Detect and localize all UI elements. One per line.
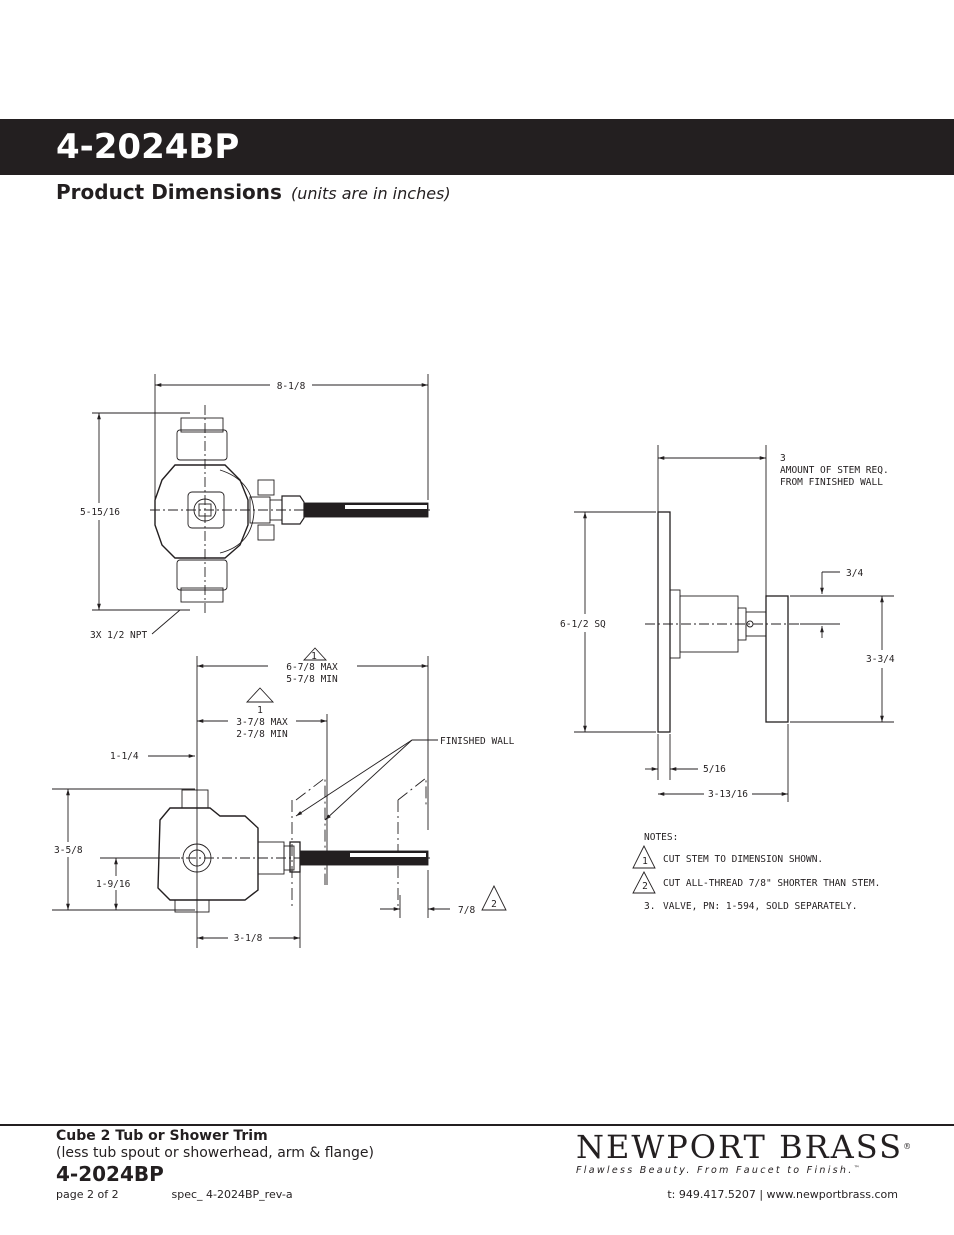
dim-3-1-8: 3-1/8 xyxy=(233,933,263,944)
dim-5-15-16: 5-15/16 xyxy=(79,507,121,518)
flag-2-side: 2 xyxy=(491,899,497,910)
units-note: (units are in inches) xyxy=(291,184,451,203)
dim-3-13-16: 3-13/16 xyxy=(707,789,749,800)
dim-7-8: 7/8 xyxy=(458,905,476,916)
finished-wall-label: FINISHED WALL xyxy=(440,736,515,747)
dim-6-1-2-sq: 6-1/2 SQ xyxy=(560,619,606,630)
dim-1-9-16: 1-9/16 xyxy=(96,879,131,890)
product-code: 4-2024BP xyxy=(56,1162,164,1186)
footer-rule xyxy=(0,1124,954,1126)
dim-3-5-8: 3-5/8 xyxy=(54,845,83,856)
dim-1-1-4: 1-1/4 xyxy=(110,751,139,762)
dim-3-3-4: 3-3/4 xyxy=(866,654,895,665)
section-title: Product Dimensions xyxy=(56,180,282,204)
stem-line-1: AMOUNT OF STEM REQ. xyxy=(780,465,889,476)
dim-3-4: 3/4 xyxy=(846,568,864,579)
flag-1-top: 1 xyxy=(311,651,317,662)
valve-front-view xyxy=(92,374,430,634)
spec-id: spec_ 4-2024BP_rev-a xyxy=(171,1188,293,1201)
dim-5-7-8-min: 5-7/8 MIN xyxy=(286,674,338,685)
stem-value: 3 xyxy=(780,453,786,464)
brand-logo xyxy=(576,1128,914,1176)
notes-title: NOTES: xyxy=(644,832,679,843)
trim-side-view xyxy=(574,445,894,802)
product-name: Cube 2 Tub or Shower Trim xyxy=(56,1128,268,1144)
page-number: page 2 of 2 xyxy=(56,1188,119,1201)
note-3-text: VALVE, PN: 1-594, SOLD SEPARATELY. xyxy=(663,901,858,912)
npt-label: 3X 1/2 NPT xyxy=(90,630,148,641)
note-2-text: CUT ALL-THREAD 7/8" SHORTER THAN STEM. xyxy=(663,878,881,889)
note-3-num: 3. xyxy=(644,901,656,912)
dim-3-7-8-max: 3-7/8 MAX xyxy=(236,717,288,728)
footer-meta xyxy=(56,1188,476,1202)
logo-tagline: Flawless Beauty. From Faucet to Finish.™ xyxy=(576,1165,862,1176)
dim-8-1-8: 8-1/8 xyxy=(276,381,306,392)
valve-side-view xyxy=(52,648,506,948)
flag-1-mid: 1 xyxy=(257,705,263,716)
footer-product-info xyxy=(56,1128,476,1202)
page-title: 4-2024BP xyxy=(56,127,240,167)
dim-2-7-8-min: 2-7/8 MIN xyxy=(236,729,288,740)
note-2-num: 2 xyxy=(642,881,648,892)
contact-info: t: 949.417.5207 | www.newportbrass.com xyxy=(667,1188,898,1201)
note-1-num: 1 xyxy=(642,856,648,867)
stem-line-2: FROM FINISHED WALL xyxy=(780,477,883,488)
note-1-text: CUT STEM TO DIMENSION SHOWN. xyxy=(663,854,824,865)
dim-5-16: 5/16 xyxy=(703,764,726,775)
logo-wordmark: NEWPORT BRASS® xyxy=(576,1128,914,1166)
dim-6-7-8-max: 6-7/8 MAX xyxy=(286,662,338,673)
product-subtitle: (less tub spout or showerhead, arm & flange) xyxy=(56,1145,374,1161)
